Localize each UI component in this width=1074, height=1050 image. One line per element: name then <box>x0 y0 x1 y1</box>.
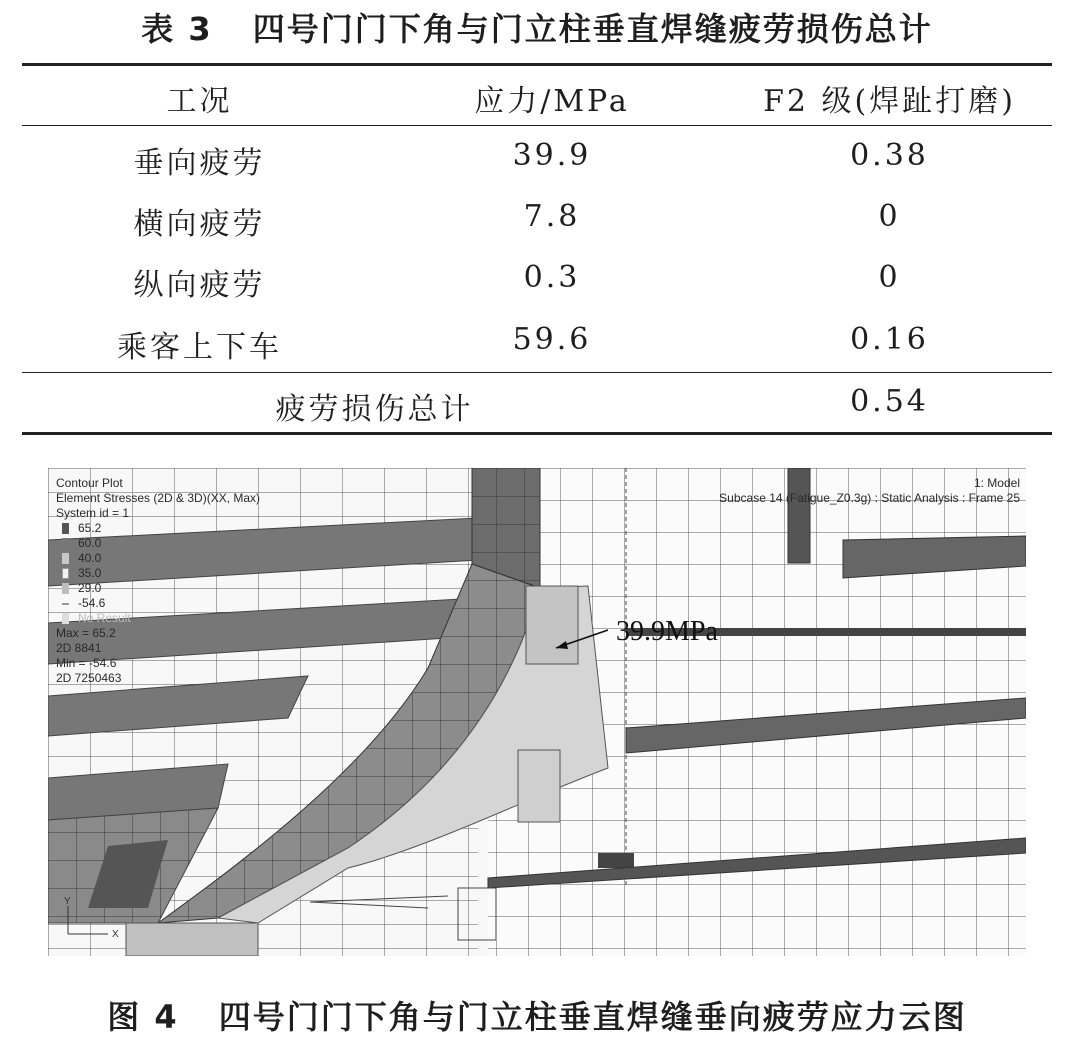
row-lateral-case: 横向疲劳 <box>133 207 266 242</box>
table-top-rule <box>22 63 1052 66</box>
row-longitudinal-damage: 0 <box>878 260 901 295</box>
figure-title: 四号门门下角与门立柱垂直焊缝垂向疲劳应力云图 <box>218 998 967 1036</box>
table-bottom-rule <box>22 432 1052 435</box>
system-id: System id = 1 <box>56 506 130 520</box>
total-label: 疲劳损伤总计 <box>275 392 474 427</box>
min-label: Min = -54.6 <box>56 656 117 670</box>
contour-plot-figure <box>48 468 1026 956</box>
row-vertical-stress: 39.9 <box>512 138 592 173</box>
svg-text:Y: Y <box>64 896 71 907</box>
row-longitudinal-stress: 0.3 <box>523 260 581 295</box>
row-boarding-case: 乘客上下车 <box>117 330 282 365</box>
plot-header-right <box>719 476 1020 506</box>
total-value: 0.54 <box>850 384 929 419</box>
legend-swatch <box>62 583 69 594</box>
legend-entry <box>56 596 260 611</box>
table-header-rule <box>22 125 1052 126</box>
legend-no-result <box>56 611 260 626</box>
legend-value: 35.0 <box>78 566 102 580</box>
legend-entry <box>56 566 260 581</box>
legend-swatch <box>62 613 69 624</box>
table-number: 表 3 <box>141 10 213 48</box>
plot-title: Contour Plot <box>56 476 123 490</box>
row-longitudinal-case: 纵向疲劳 <box>133 268 266 303</box>
table-total-rule <box>22 372 1052 373</box>
row-vertical-case: 垂向疲劳 <box>133 146 266 181</box>
legend-entry <box>56 536 260 551</box>
row-lateral-stress: 7.8 <box>523 199 581 234</box>
no-result-label: No Result <box>78 611 131 625</box>
legend-entry <box>56 521 260 536</box>
row-boarding-stress: 59.6 <box>512 322 592 357</box>
legend-value: 65.2 <box>78 521 102 535</box>
plot-info-panel <box>56 476 260 686</box>
header-case: 工况 <box>166 84 233 119</box>
legend-value: 40.0 <box>78 551 102 565</box>
legend-entry <box>56 581 260 596</box>
legend-swatch <box>62 603 69 605</box>
legend-swatch <box>62 568 69 579</box>
model-label: 1: Model <box>973 476 1020 490</box>
figure-caption <box>0 992 1074 1038</box>
legend-swatch <box>62 538 69 549</box>
legend-swatch <box>62 553 69 564</box>
header-damage: F2 级(焊趾打磨) <box>763 84 1016 119</box>
max-label: Max = 65.2 <box>56 626 116 640</box>
row-lateral-damage: 0 <box>878 199 901 234</box>
legend-entry <box>56 551 260 566</box>
legend <box>56 521 260 626</box>
row-boarding-damage: 0.16 <box>850 322 929 357</box>
min-element: 2D 7250463 <box>56 671 122 685</box>
legend-value: 60.0 <box>78 536 102 550</box>
stress-callout: 39.9MPa <box>616 616 718 647</box>
subcase-label: Subcase 14 (Fatigue_Z0.3g) : Static Analysis : Frame 25 <box>719 491 1020 505</box>
table-caption <box>0 4 1074 50</box>
result-type: Element Stresses (2D & 3D)(XX, Max) <box>56 491 261 505</box>
legend-swatch <box>62 523 69 534</box>
figure-number: 图 4 <box>107 998 179 1036</box>
svg-text:X: X <box>112 929 119 940</box>
legend-value: -54.6 <box>78 596 106 610</box>
row-vertical-damage: 0.38 <box>850 138 929 173</box>
legend-value: 29.0 <box>78 581 102 595</box>
max-element: 2D 8841 <box>56 641 102 655</box>
header-stress: 应力/MPa <box>474 84 630 119</box>
table-title: 四号门门下角与门立柱垂直焊缝疲劳损伤总计 <box>252 10 933 48</box>
